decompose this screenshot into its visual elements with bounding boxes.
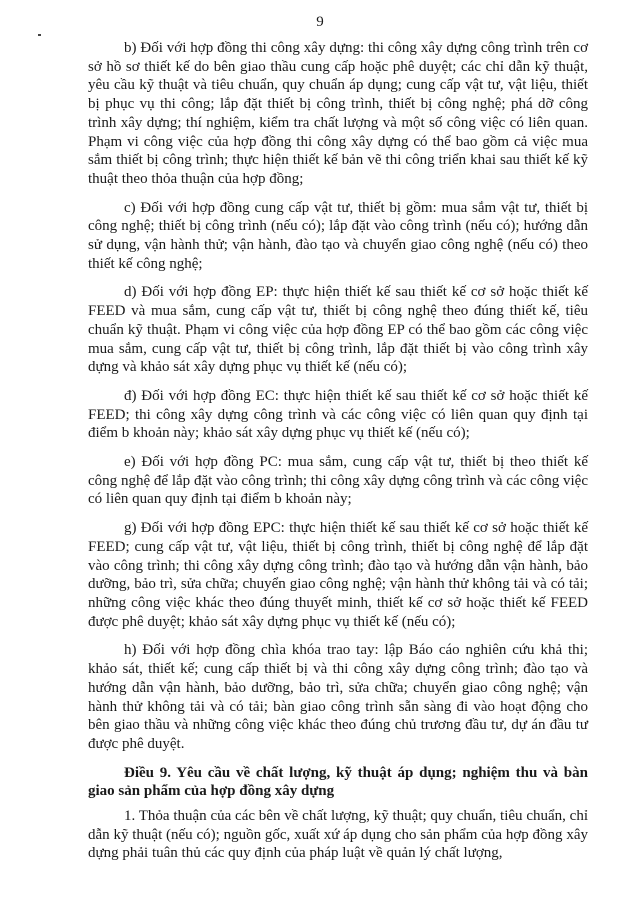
paragraph-b: b) Đối với hợp đồng thi công xây dựng: thi công xây dựng công trình trên cơ sở hồ sơ thiết kế do bên giao thầu cung cấp hoặc phê duyệt; các chỉ dẫn kỹ thuật, yêu cầu kỹ thuật và tiêu chuẩn, quy chuẩn áp dụng; cung cấp vật tư, vật liệu, thiết bị phục vụ thi công; lắp đặt thiết bị công trình, thiết bị công nghệ; phá dỡ công trình xây dựng; thí nghiệm, kiểm tra chất lượng và một số công việc có liên quan. Phạm vi công việc của hợp đồng thi công xây dựng có thể bao gồm cả việc mua sắm thiết bị công trình; thực hiện thiết kế bản vẽ thi công triển khai sau thiết kế kỹ thuật theo thỏa thuận của hợp đồng;: [88, 40, 588, 187]
paragraph-e: e) Đối với hợp đồng PC: mua sắm, cung cấp vật tư, thiết bị theo thiết kế công nghệ để lắp đặt vào công trình; thi công xây dựng công trình và các công việc có liên quan quy định tại điểm b khoản này;: [88, 454, 588, 508]
scan-mark: [38, 34, 41, 36]
paragraph-dd: đ) Đối với hợp đồng EC: thực hiện thiết kế sau thiết kế cơ sở hoặc thiết kế FEED; thi công xây dựng công trình và các công việc có liên quan quy định tại điểm b khoản này; khảo sát xây dựng phục vụ thiết kế (nếu có);: [88, 387, 588, 442]
paragraph-d: d) Đối với hợp đồng EP: thực hiện thiết kế sau thiết kế cơ sở hoặc thiết kế FEED và mua sắm, cung cấp vật tư, thiết bị công nghệ theo đúng thiết kế, tiêu chuẩn kỹ thuật. Phạm vi công việc của hợp đồng EP có thể bao gồm các công việc mua sắm, cung cấp vật tư, thiết bị công trình, lắp đặt thiết bị vào công trình xây dựng và khảo sát xây dựng phục vụ thiết kế (nếu có);: [88, 284, 588, 376]
paragraph-h: h) Đối với hợp đồng chìa khóa trao tay: lập Báo cáo nghiên cứu khả thi; khảo sát, thiết kế; cung cấp thiết bị và thi công xây dựng công trình; đào tạo và hướng dẫn vận hành, bảo dưỡng, bảo trì, sửa chữa; chuyển giao công nghệ; vận hành thử không tải và có tải; bàn giao công trình sẵn sàng đi vào hoạt động cho bên giao thầu và những công việc khác theo đúng chủ trương đầu tư, dự án đầu tư được phê duyệt.: [88, 642, 588, 752]
article-9-heading: Điều 9. Yêu cầu về chất lượng, kỹ thuật áp dụng; nghiệm thu và bàn giao sản phẩm của hợp đồng xây dựng: [88, 764, 588, 800]
paragraph-g: g) Đối với hợp đồng EPC: thực hiện thiết kế sau thiết kế cơ sở hoặc thiết kế FEED; cung cấp vật tư, vật liệu, thiết bị công trình, thiết bị công nghệ để lắp đặt vào công trình; thi công xây dựng công trình; đào tạo và hướng dẫn vận hành, bảo dưỡng, bảo trì, sửa chữa; chuyển giao công nghệ; vận hành thử không tải và có tải; những công việc khác theo đúng thuyết minh, thiết kế cơ sở hoặc thiết kế FEED được phê duyệt; khảo sát xây dựng phục vụ thiết kế (nếu có);: [88, 520, 588, 630]
page-number: 9: [316, 14, 324, 30]
paragraph-c: c) Đối với hợp đồng cung cấp vật tư, thiết bị gồm: mua sắm vật tư, thiết bị công nghệ; thiết bị công trình (nếu có); lắp đặt vào công trình (nếu có); hướng dẫn sử dụng, vận hành thử; vận hành, đào tạo và chuyển giao công nghệ (nếu có) theo thiết kế công nghệ;: [88, 199, 588, 272]
article-9-clause-1: 1. Thỏa thuận của các bên về chất lượng, kỹ thuật; quy chuẩn, tiêu chuẩn, chỉ dẫn kỹ thuật (nếu có); nguồn gốc, xuất xứ áp dụng cho sản phẩm của hợp đồng xây dựng phải tuân thủ các quy định của pháp luật về quản lý chất lượng,: [88, 808, 588, 862]
document-body: [88, 39, 588, 873]
